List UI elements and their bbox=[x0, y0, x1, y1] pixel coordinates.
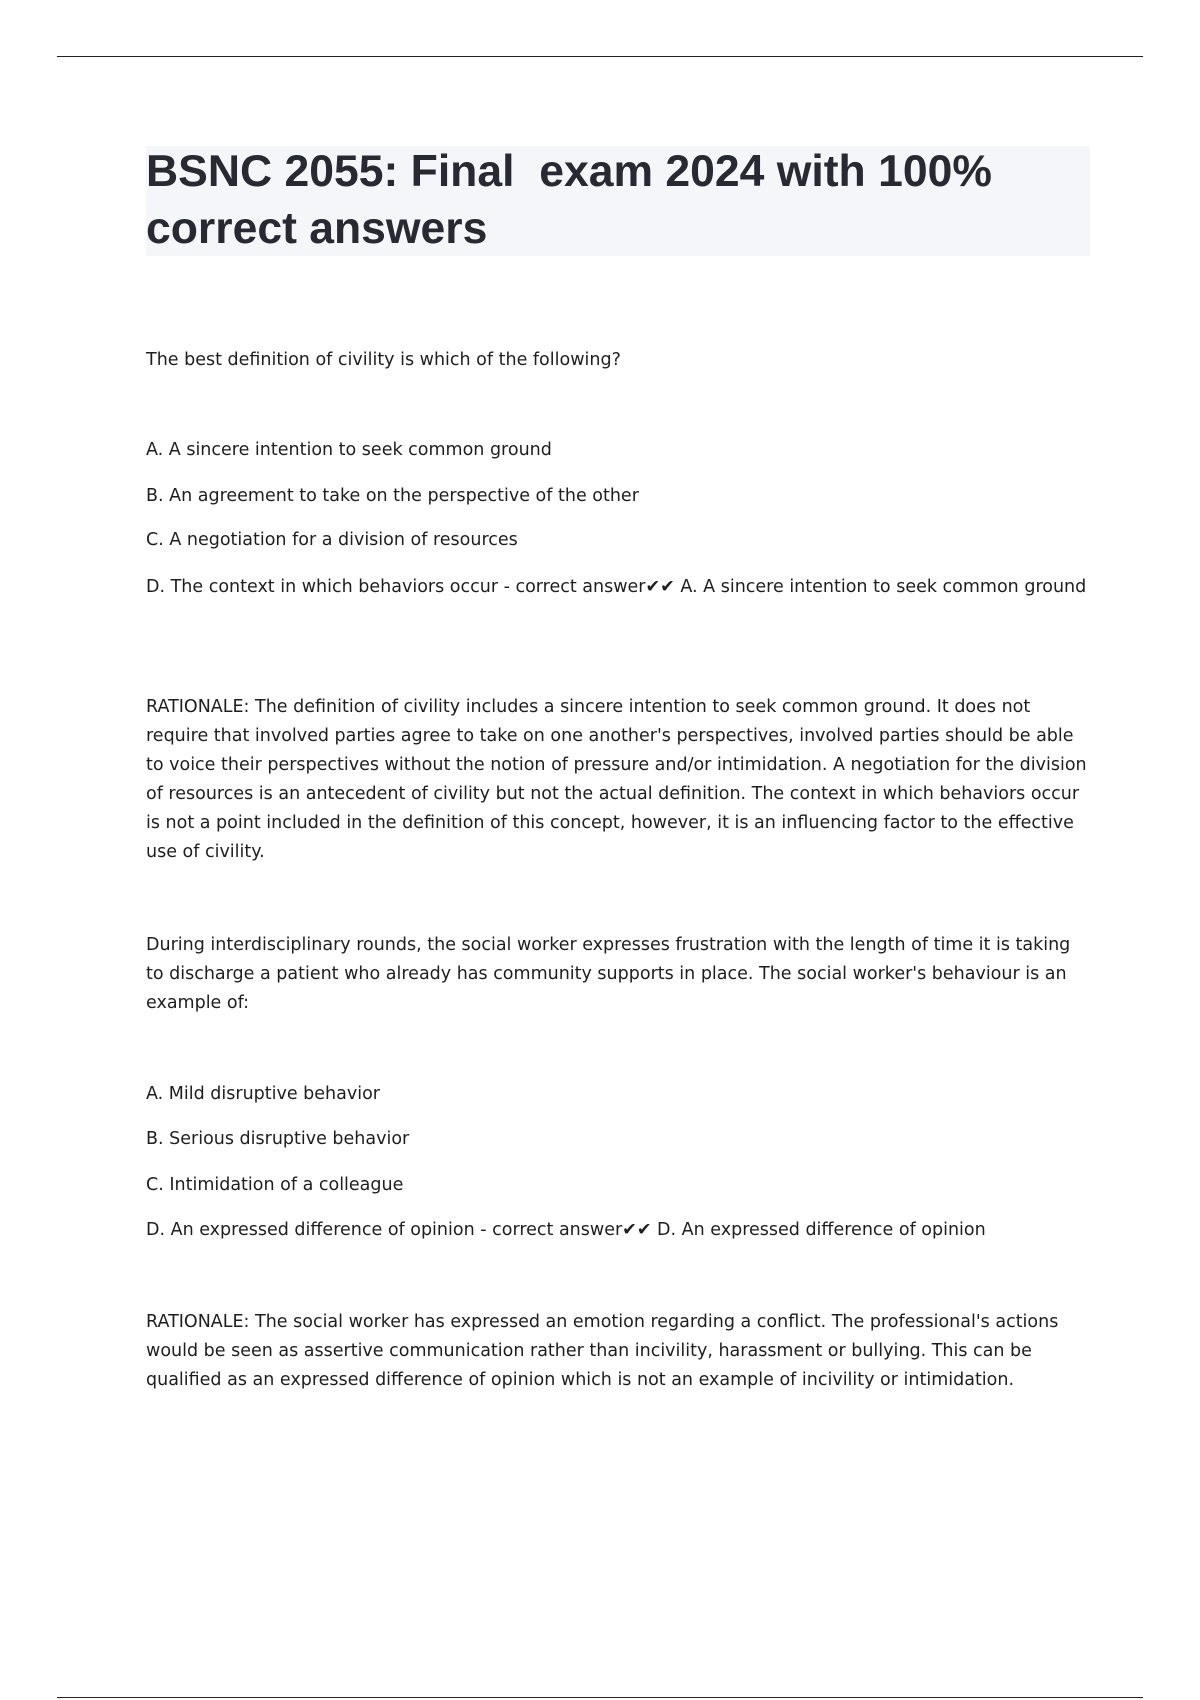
question-2-rationale: RATIONALE: The social worker has expressed an emotion regarding a conflict. The professional's actions would be seen as assertive communication rather than incivility, harassment or bullying. This can be qualified as an expressed difference of opinion which is not an example of incivility or intimidation. bbox=[146, 1312, 1059, 1390]
question-2-option-c: C. Intimidation of a colleague bbox=[146, 1175, 404, 1195]
question-2-text: During interdisciplinary rounds, the social worker expresses frustration with the length of time it is taking to discharge a patient who already has community supports in place. The social worker's behaviour is an example of: bbox=[146, 935, 1071, 1013]
document-title: BSNC 2055: Final exam 2024 with 100% correct answers bbox=[146, 147, 1005, 253]
question-1-option-d: D. The context in which behaviors occur - correct answer✔✔ A. A sincere intention to seek common ground bbox=[146, 577, 1087, 597]
bottom-divider bbox=[57, 1697, 1143, 1698]
question-1-option-a: A. A sincere intention to seek common ground bbox=[146, 440, 552, 460]
question-1-text: The best definition of civility is which of the following? bbox=[146, 350, 621, 370]
question-2-option-a: A. Mild disruptive behavior bbox=[146, 1084, 380, 1104]
question-2-option-b: B. Serious disruptive behavior bbox=[146, 1129, 410, 1149]
question-2-option-d: D. An expressed difference of opinion - correct answer✔✔ D. An expressed difference of opinion bbox=[146, 1220, 986, 1240]
top-divider bbox=[57, 56, 1143, 57]
question-1-option-c: C. A negotiation for a division of resources bbox=[146, 530, 518, 550]
question-1-option-b: B. An agreement to take on the perspective of the other bbox=[146, 486, 639, 506]
question-1-rationale: RATIONALE: The definition of civility includes a sincere intention to seek common ground. It does not require that involved parties agree to take on one another's perspectives, involved parties should be able to voice their perspectives without the notion of pressure and/or intimidation. A negotiation for the division of resources is an antecedent of civility but not the actual definition. The context in which behaviors occur is not a point included in the definition of this concept, however, it is an influencing factor to the effective use of civility. bbox=[146, 697, 1087, 862]
